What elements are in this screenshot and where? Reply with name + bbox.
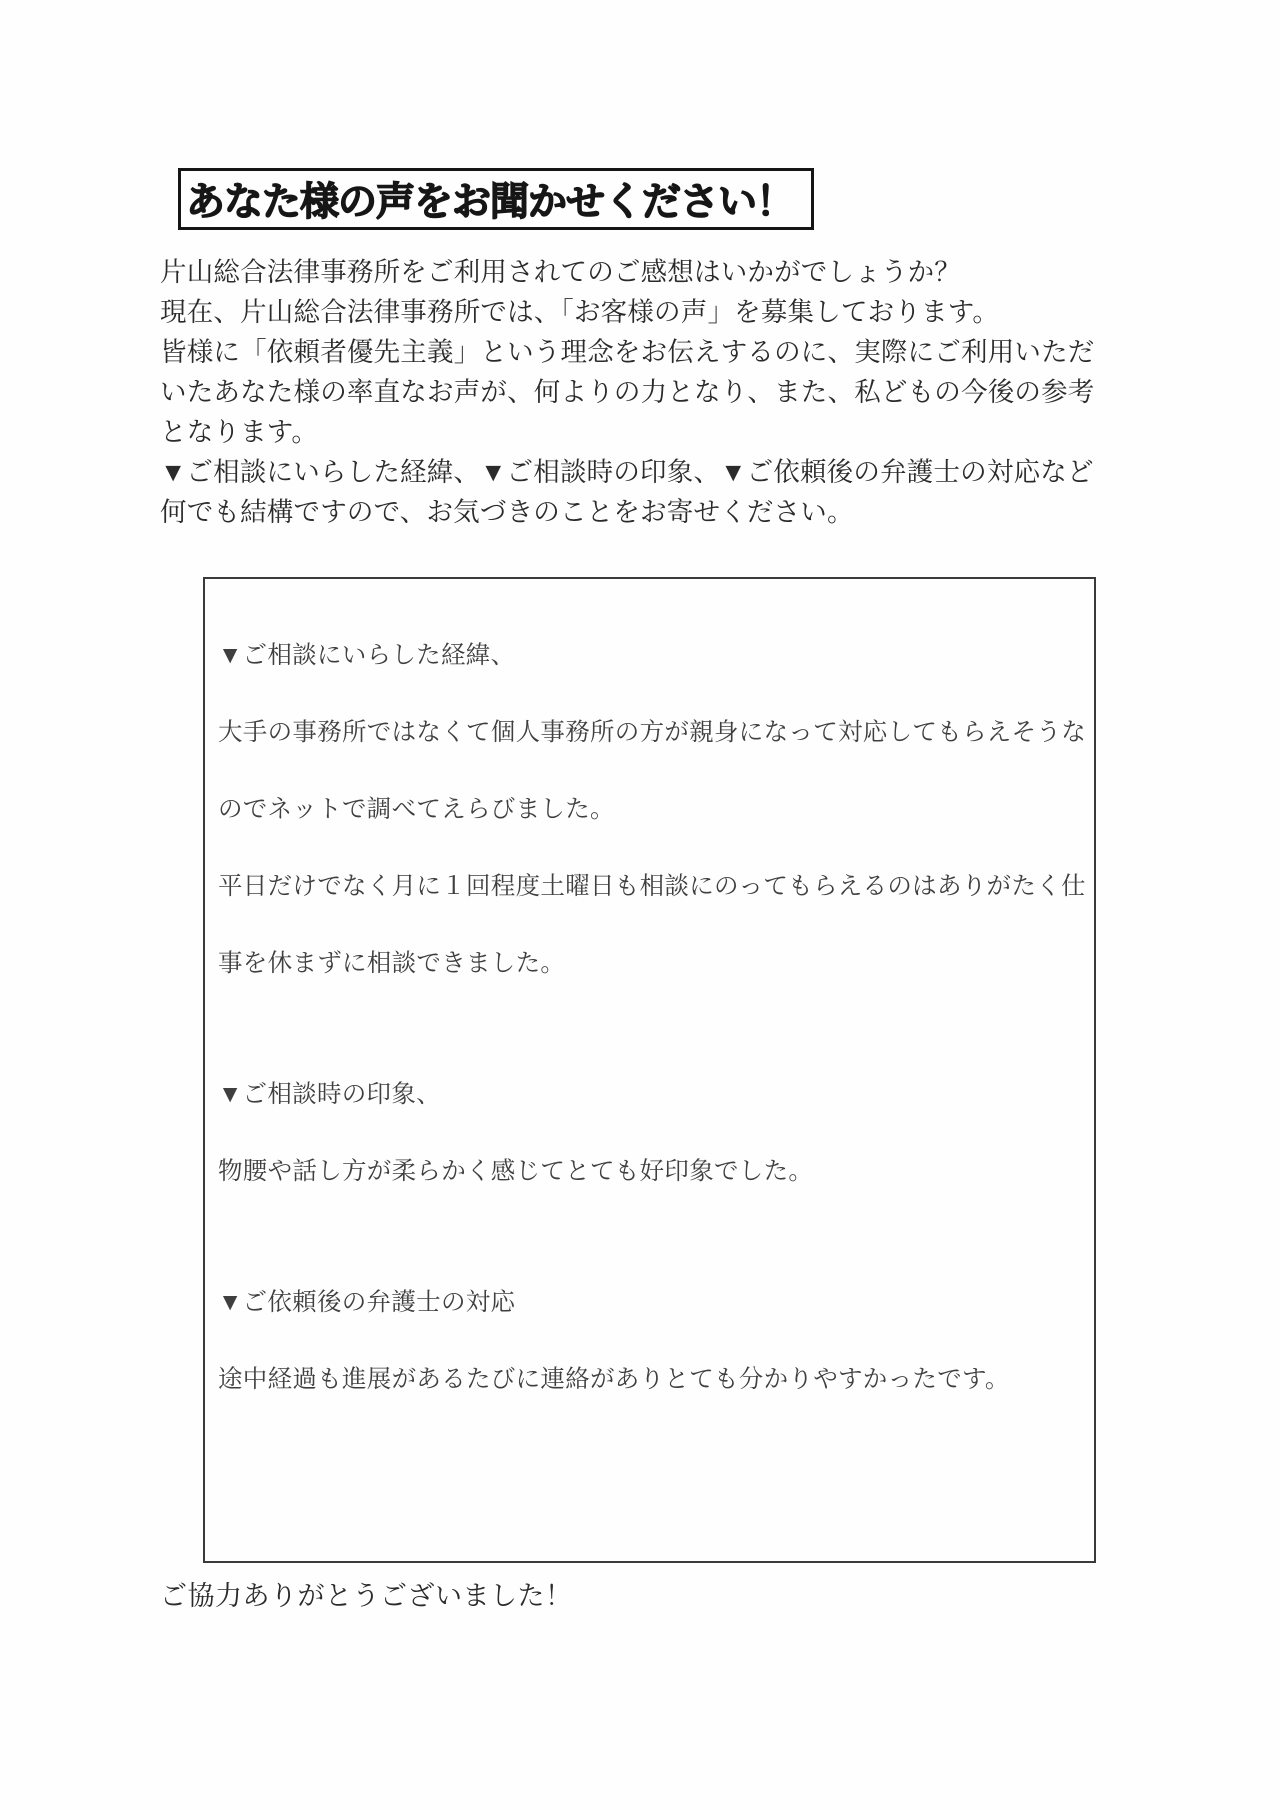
section-heading-lawyer-response: ▼ご依頼後の弁護士の対応 [218, 1289, 516, 1316]
intro-line: 片山総合法律事務所をご利用されてのご感想はいかがでしょうか？ [160, 257, 961, 287]
intro-line: いたあなた様の率直なお声が、何よりの力となり、また、私どもの今後の参考 [160, 377, 1095, 407]
closing-note: ご協力ありがとうございました！ [160, 1581, 573, 1611]
intro-paragraph [160, 252, 1140, 532]
feedback-line: 平日だけでなく月に１回程度土曜日も相談にのってもらえるのはありがたく仕 [218, 873, 1086, 900]
section-heading-consultation-impression: ▼ご相談時の印象、 [218, 1081, 441, 1108]
feedback-line: のでネットで調べてえらびました。 [218, 796, 615, 823]
feedback-line: 事を休まずに相談できました。 [218, 950, 566, 977]
section-heading-consultation-background: ▼ご相談にいらした経緯、 [218, 642, 516, 669]
feedback-line: 大手の事務所ではなくて個人事務所の方が親身になって対応してもらえそうな [218, 719, 1086, 746]
intro-line: 現在、片山総合法律事務所では、「お客様の声」を募集しております。 [160, 297, 1000, 327]
intro-line: となります。 [160, 417, 319, 447]
feedback-line: 途中経過も進展があるたびに連絡がありとても分かりやすかったです。 [218, 1366, 1010, 1393]
intro-line: ▼ご相談にいらした経緯、▼ご相談時の印象、▼ご依頼後の弁護士の対応など [160, 457, 1094, 487]
feedback-response-box [203, 577, 1096, 1563]
title-banner [178, 168, 814, 230]
page-title: あなた様の声をお聞かせください！ [186, 181, 795, 224]
intro-line: 何でも結構ですので、お気づきのことをお寄せください。 [160, 497, 854, 527]
intro-line: 皆様に「依頼者優先主義」という理念をお伝えするのに、実際にご利用いただ [160, 337, 1095, 367]
feedback-line: 物腰や話し方が柔らかく感じてとても好印象でした。 [218, 1158, 814, 1185]
